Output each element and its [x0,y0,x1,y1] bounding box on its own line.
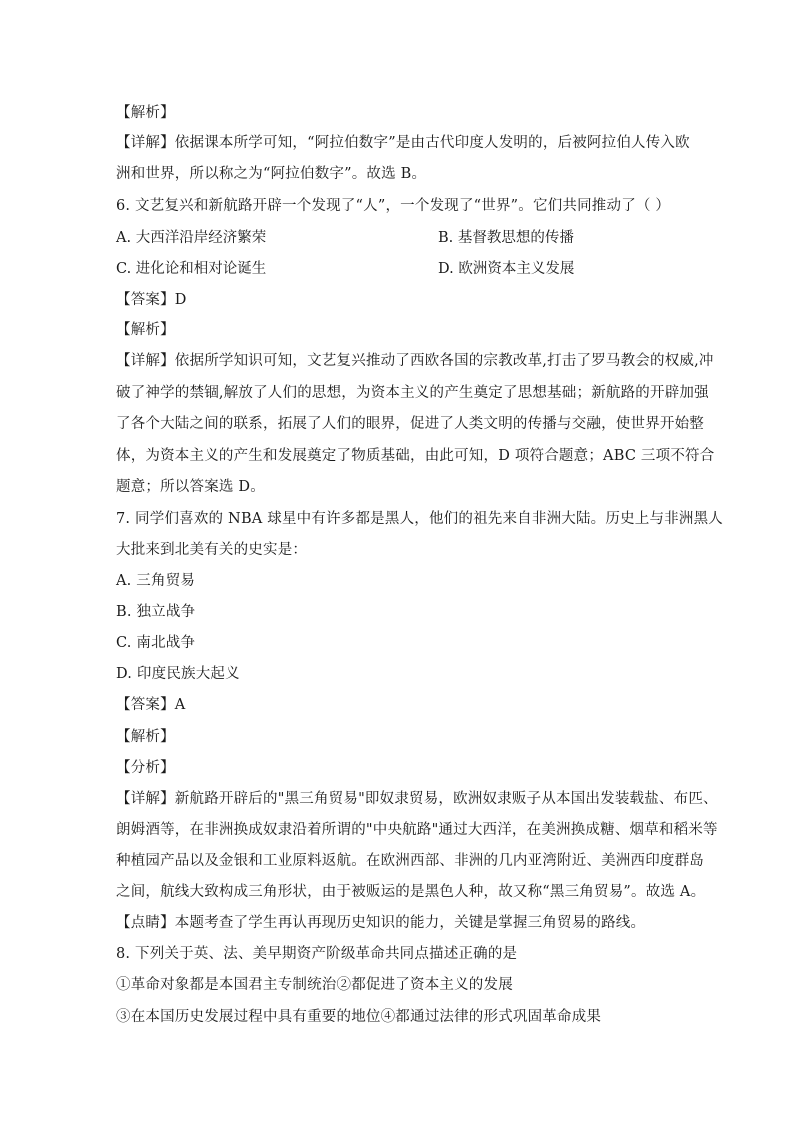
q6-answer: 【答案】D [116,292,187,308]
q6-option-d: D. 欧洲资本主义发展 [438,261,575,277]
q7-stem-line-2: 大批来到北美有关的史实是： [116,542,308,558]
q7-option-d: D. 印度民族大起义 [116,666,240,682]
q6-detail-line-3: 了各个大陆之间的联系，拓展了人们的眼界，促进了人类文明的传播与交融，使世界开始整 [116,416,704,432]
q7-option-c: C. 南北战争 [116,635,196,651]
q7-detail-line-3: 种植园产品以及金银和工业原料返航。在欧洲西部、非洲的几内亚湾附近、美洲西印度群岛 [116,853,704,869]
q8-line-1: ①革命对象都是本国君主专制统治②都促进了资本主义的发展 [116,977,513,993]
q7-fenxi-label: 【分析】 [116,760,175,776]
q7-answer: 【答案】A [116,697,186,713]
q7-detail-line-1: 【详解】新航路开辟后的"黑三角贸易"即奴隶贸易，欧洲奴隶贩子从本国出发装载盐、布匹、 [116,791,718,807]
q5-detail-line-2: 洲和世界，所以称之为“阿拉伯数字”。故选 B。 [116,166,427,182]
q6-detail-line-2: 破了神学的禁锢,解放了人们的思想，为资本主义的产生奠定了思想基础；新航路的开辟加强 [116,385,709,401]
q6-stem: 6. 文艺复兴和新航路开辟一个发现了“人”，一个发现了“世界”。它们共同推动了（ ） [116,198,671,214]
q6-detail-line-1: 【详解】依据所学知识可知，文艺复兴推动了西欧各国的宗教改革,打击了罗马教会的权威,冲 [116,353,714,369]
q6-analysis-label: 【解析】 [116,322,175,338]
q7-stem-line-1: 7. 同学们喜欢的 NBA 球星中有许多都是黑人，他们的祖先来自非洲大陆。历史上与非洲黑人 [116,511,723,527]
q6-option-a: A. 大西洋沿岸经济繁荣 [116,230,267,246]
q7-option-a: A. 三角贸易 [116,573,196,589]
q5-detail-line-1: 【详解】依据课本所学可知，“阿拉伯数字”是由古代印度人发明的，后被阿拉伯人传入欧 [116,135,690,151]
q6-option-c: C. 进化论和相对论诞生 [116,261,267,277]
q6-detail-line-4: 体，为资本主义的产生和发展奠定了物质基础，由此可知，D 项符合题意；ABC 三项不符合 [116,448,715,464]
q6-option-b: B. 基督教思想的传播 [438,230,574,246]
q8-stem: 8. 下列关于英、法、美早期资产阶级革命共同点描述正确的是 [116,946,518,962]
q7-analysis-label: 【解析】 [116,729,175,745]
q7-detail-line-2: 朗姆酒等，在非洲换成奴隶沿着所谓的"中央航路"通过大西洋，在美洲换成糖、烟草和稻米等 [116,822,718,838]
q7-dianjing: 【点睛】本题考查了学生再认再现历史知识的能力，关键是掌握三角贸易的路线。 [116,915,646,931]
q6-detail-line-5: 题意；所以答案选 D。 [116,479,265,495]
q7-option-b: B. 独立战争 [116,604,196,620]
q7-detail-line-4: 之间，航线大致构成三角形状，由于被贩运的是黑色人种，故又称“黑三角贸易”。故选 A。 [116,884,706,900]
q8-line-2: ③在本国历史发展过程中具有重要的地位④都通过法律的形式巩固革命成果 [116,1009,602,1025]
q5-analysis-label: 【解析】 [116,105,175,121]
